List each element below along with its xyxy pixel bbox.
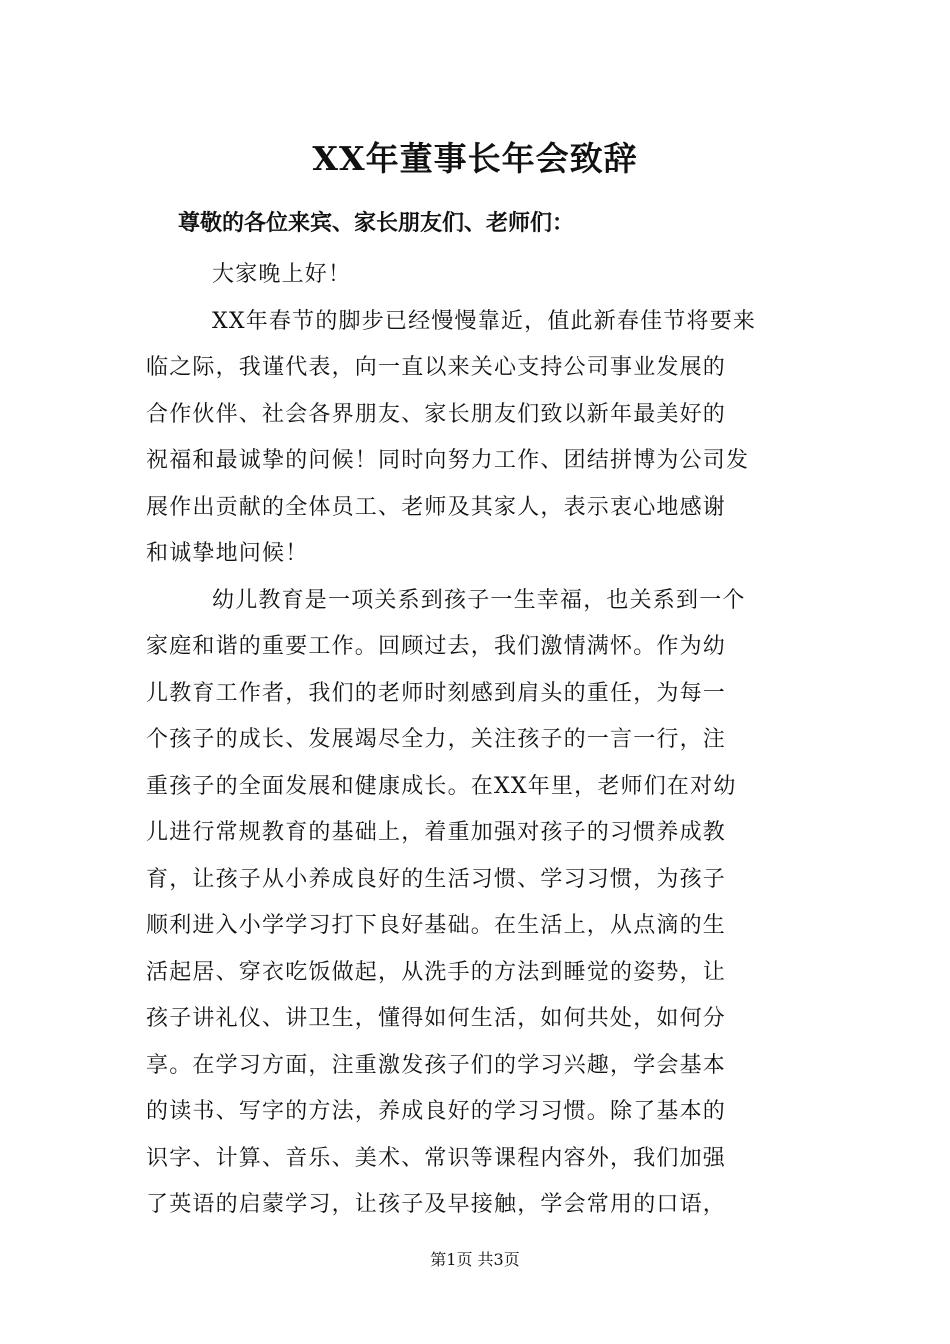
body-line: 孩子讲礼仪、讲卫生，懂得如何生活，如何共处，如何分 [146,1006,727,1031]
body-text [146,252,808,1229]
body-line: 个孩子的成长、发展竭尽全力，关注孩子的一言一行，注 [146,727,727,752]
body-line: 家庭和谐的重要工作。回顾过去，我们激情满怀。作为幼 [146,634,727,659]
body-line: 了英语的启蒙学习，让孩子及早接触，学会常用的口语， [146,1192,727,1217]
body-line: 展作出贡献的全体员工、老师及其家人，表示衷心地感谢 [146,494,727,520]
body-line: 和诚挚地问候！ [146,541,309,566]
body-line: 享。在学习方面，注重激发孩子们的学习兴趣，学会基本 [146,1052,727,1078]
body-line: 祝福和最诚挚的问候！同时向努力工作、团结拼博为公司发 [146,448,750,473]
body-line: 幼儿教育是一项关系到孩子一生幸福，也关系到一个 [212,587,746,613]
body-line: 重孩子的全面发展和健康成长。在XX年里，老师们在对幼 [146,773,737,799]
body-line: 活起居、穿衣吃饭做起，从洗手的方法到睡觉的姿势，让 [146,959,727,985]
body-line: 儿进行常规教育的基础上，着重加强对孩子的习惯养成教 [146,820,727,845]
document-title: XX年董事长年会致辞 [312,139,638,178]
body-line: 识字、计算、音乐、美术、常识等课程内容外，我们加强 [146,1145,727,1171]
body-line: 大家晚上好！ [212,262,352,287]
body-line: 临之际，我谨代表，向一直以来关心支持公司事业发展的 [146,355,727,380]
body-line: 的读书、写字的方法，养成良好的学习习惯。除了基本的 [146,1099,727,1124]
page-footer: 第1页 共3页 [430,1250,520,1269]
body-line: 合作伙伴、社会各界朋友、家长朋友们致以新年最美好的 [146,401,727,427]
body-line: 顺利进入小学学习打下良好基础。在生活上，从点滴的生 [146,913,727,938]
body-line: 儿教育工作者，我们的老师时刻感到肩头的重任，为每一 [146,680,727,706]
body-line: XX年春节的脚步已经慢慢靠近，值此新春佳节将要来 [212,308,757,334]
body-line: 育，让孩子从小养成良好的生活习惯、学习习惯，为孩子 [146,866,727,892]
salutation: 尊敬的各位来宾、家长朋友们、老师们： [178,210,575,236]
